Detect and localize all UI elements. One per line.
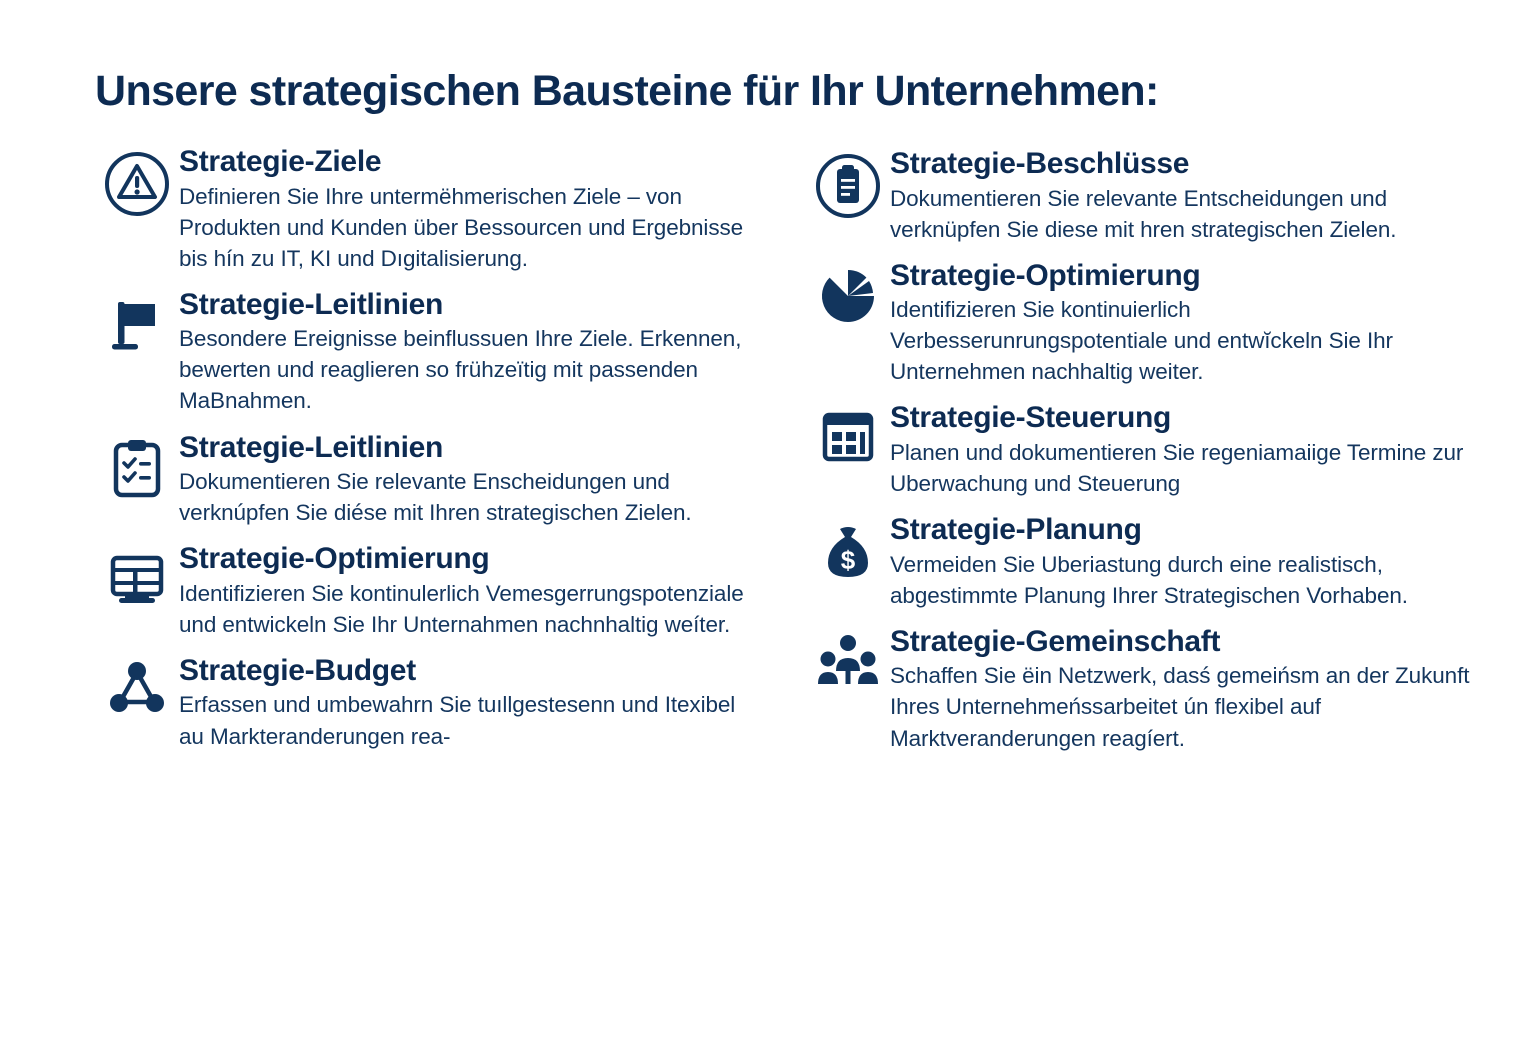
item-description: Besondere Ereignisse beinflussuen Ihre Ziele. Erkennen, bewerten und reaglieren so frühzeïtig mit passenden MaBnahmen.: [179, 326, 742, 414]
item-body: [890, 513, 1471, 611]
item-title: Strategie-Optimierung: [890, 258, 1201, 292]
warning-triangle-circle-icon: [95, 145, 179, 217]
item-title: Strategie-Planung: [890, 513, 1142, 547]
flag-icon: [95, 288, 179, 356]
server-rack-icon: [95, 542, 179, 610]
infographic-page: [0, 29, 1536, 1053]
item-title: Strategie-Steuerung: [890, 401, 1172, 435]
item-body: [890, 625, 1471, 754]
list-item: [95, 542, 750, 640]
list-item: [95, 145, 750, 274]
item-title: Strategie-Budget: [179, 653, 416, 687]
item-description: Schaffen Sie ëin Netzwerk, dasś gemeińsm an der Zukunft Ihres Unternehmeńssarbeitet ún flexibel auf Marktveranderungen reagíert.: [890, 663, 1470, 751]
svg-text:$: $: [840, 545, 856, 576]
clipboard-checklist-icon: [95, 431, 179, 501]
item-description: Erfassen und umbewahrn Sie tuıllgestesenn und Itexibel au Markteranderungen rea-: [179, 692, 736, 749]
item-body: [179, 431, 750, 529]
content-columns: [0, 145, 1536, 768]
item-description: Dokumentieren Sie relevante Entscheidungen und verknüpfen Sie diese mit hren strategischen Zielen.: [890, 185, 1397, 242]
list-item: [806, 625, 1471, 754]
left-column: [95, 145, 750, 768]
right-column: [806, 145, 1471, 768]
page-title: Unsere strategischen Bausteine für Ihr Unternehmen:: [95, 66, 1159, 115]
item-description: Definieren Sie Ihre untermëhmerischen Ziele – von Produkten und Kunden über Bessourcen und Ergebnisse bis hín zu IT, KI und Dıgitalisierung.: [179, 183, 744, 271]
list-item: [806, 147, 1471, 245]
pie-chart-icon: [806, 259, 890, 327]
item-description: Dokumentieren Sie relevante Enscheidungen und verknúpfen Sie diése mit Ihren strategischen Zielen.: [179, 469, 692, 526]
item-body: [179, 654, 750, 752]
document-circle-icon: [806, 147, 890, 219]
item-body: [179, 145, 750, 274]
item-description: Identifizieren Sie kontinuierlich Verbesserunrungspotentiale und entwĭckeln Sie Ihr Unternehmen nachhaltig weiter.: [890, 297, 1393, 385]
people-group-icon: [806, 625, 890, 691]
list-item: [806, 259, 1471, 388]
item-title: Strategie-Ziele: [179, 145, 382, 179]
list-item: [95, 431, 750, 529]
network-nodes-icon: [95, 654, 179, 718]
list-item: [95, 654, 750, 752]
item-title: Strategie-Beschlüsse: [890, 147, 1190, 181]
item-title: Strategie-Leitlinien: [179, 287, 444, 321]
list-item: [806, 513, 1471, 611]
money-bag-icon: [806, 513, 890, 583]
item-description: Planen und dokumentieren Sie regeniamaiige Termine zur Uberwachung und Steuerung: [890, 440, 1464, 497]
list-item: [95, 288, 750, 417]
item-body: [179, 542, 750, 640]
item-title: Strategie-Gemeinschaft: [890, 624, 1221, 658]
item-body: [890, 259, 1471, 388]
item-description: Vermeiden Sie Uberiastung durch eine realistisch, abgestimmte Planung Ihrer Strategischen Vorhaben.: [890, 551, 1408, 608]
calendar-grid-icon: [806, 401, 890, 467]
list-item: [806, 401, 1471, 499]
item-body: [890, 147, 1471, 245]
item-title: Strategie-Leitlinien: [179, 430, 444, 464]
item-description: Identifizieren Sie kontinulerlich Vemesgerrungspotenziale und entwickeln Sie Ihr Unternahmen nachnhaltig weíter.: [179, 580, 744, 637]
item-body: [890, 401, 1471, 499]
item-body: [179, 288, 750, 417]
item-title: Strategie-Optimierung: [179, 542, 490, 576]
